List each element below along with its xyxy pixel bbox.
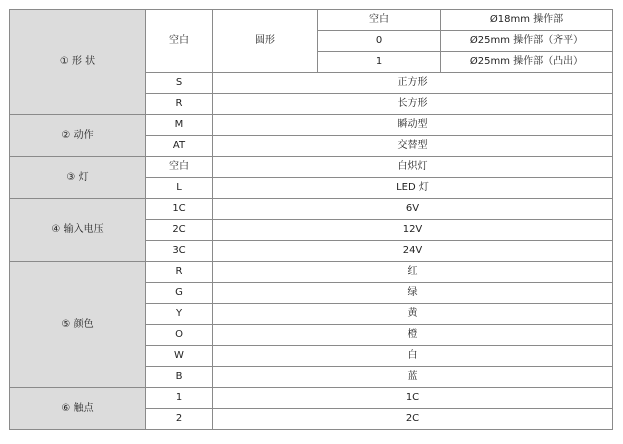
value-cell: 正方形: [213, 73, 613, 94]
table-row: [10, 10, 613, 31]
specification-table: [9, 9, 613, 430]
code-cell: 1: [146, 388, 213, 409]
code-cell: W: [146, 346, 213, 367]
code-cell: G: [146, 283, 213, 304]
value-cell: 12V: [213, 220, 613, 241]
value-cell: 黄: [213, 304, 613, 325]
code-cell: O: [146, 325, 213, 346]
category-cell: ⑤ 颜色: [10, 262, 146, 388]
code-cell: 空白: [146, 10, 213, 73]
code-cell: R: [146, 262, 213, 283]
variant-code-cell: 空白: [318, 10, 441, 31]
table-row: [10, 115, 613, 136]
variant-code-cell: 1: [318, 52, 441, 73]
category-cell: ① 形 状: [10, 10, 146, 115]
code-cell: R: [146, 94, 213, 115]
value-cell: 白炽灯: [213, 157, 613, 178]
value-cell: 白: [213, 346, 613, 367]
shape-cell: 圆形: [213, 10, 318, 73]
code-cell: 2: [146, 409, 213, 430]
code-cell: S: [146, 73, 213, 94]
variant-code-cell: 0: [318, 31, 441, 52]
code-cell: 2C: [146, 220, 213, 241]
table-row: [10, 388, 613, 409]
category-cell: ③ 灯: [10, 157, 146, 199]
code-cell: L: [146, 178, 213, 199]
category-cell: ⑥ 触点: [10, 388, 146, 430]
table-row: [10, 262, 613, 283]
variant-desc-cell: Ø18mm 操作部: [441, 10, 613, 31]
value-cell: 橙: [213, 325, 613, 346]
category-cell: ④ 输入电压: [10, 199, 146, 262]
value-cell: 蓝: [213, 367, 613, 388]
value-cell: 绿: [213, 283, 613, 304]
code-cell: 空白: [146, 157, 213, 178]
code-cell: 1C: [146, 199, 213, 220]
code-cell: Y: [146, 304, 213, 325]
variant-desc-cell: Ø25mm 操作部（凸出）: [441, 52, 613, 73]
table-row: [10, 157, 613, 178]
code-cell: AT: [146, 136, 213, 157]
value-cell: 2C: [213, 409, 613, 430]
value-cell: LED 灯: [213, 178, 613, 199]
value-cell: 24V: [213, 241, 613, 262]
value-cell: 红: [213, 262, 613, 283]
variant-desc-cell: Ø25mm 操作部（齐平）: [441, 31, 613, 52]
category-cell: ② 动作: [10, 115, 146, 157]
value-cell: 交替型: [213, 136, 613, 157]
value-cell: 6V: [213, 199, 613, 220]
code-cell: B: [146, 367, 213, 388]
value-cell: 1C: [213, 388, 613, 409]
code-cell: 3C: [146, 241, 213, 262]
value-cell: 瞬动型: [213, 115, 613, 136]
value-cell: 长方形: [213, 94, 613, 115]
table-row: [10, 199, 613, 220]
code-cell: M: [146, 115, 213, 136]
